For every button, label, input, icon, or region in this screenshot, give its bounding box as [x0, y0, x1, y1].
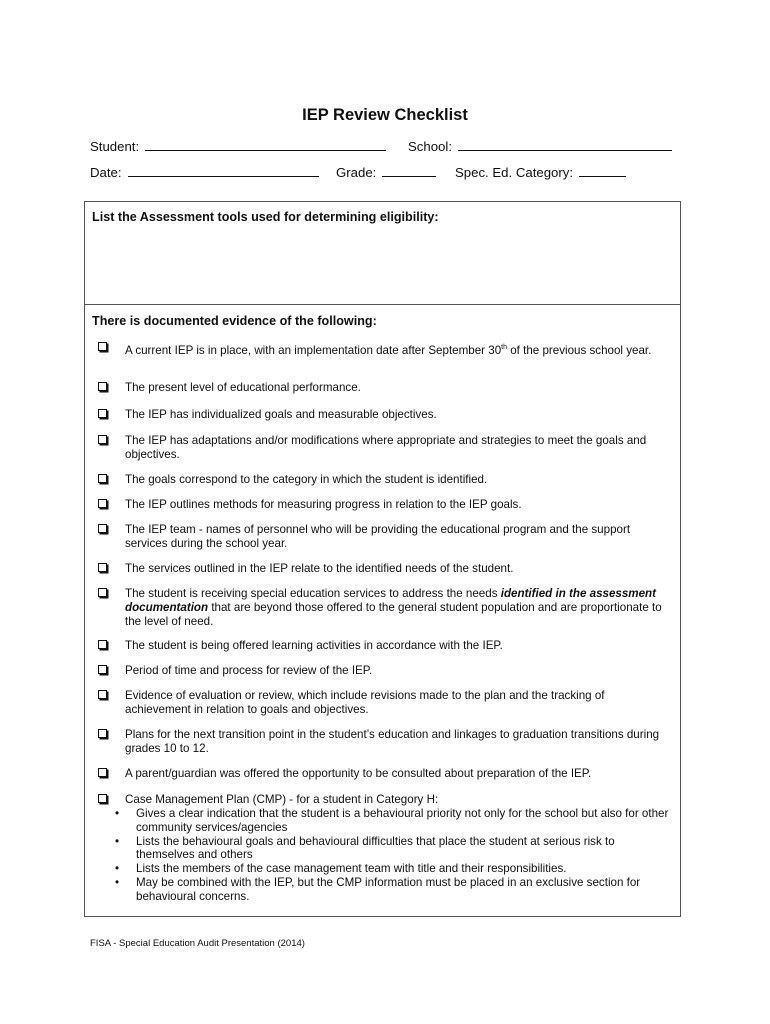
category-line[interactable] — [579, 164, 626, 177]
date-label: Date: — [90, 165, 122, 180]
checkbox[interactable] — [98, 435, 107, 444]
bullet-item: • May be combined with the IEP, but the CMP information must be placed in an exclusive section for behavioural concerns. — [115, 875, 641, 903]
checkbox[interactable] — [98, 640, 107, 649]
checkbox[interactable] — [98, 524, 107, 533]
footer-text: FISA - Special Education Audit Presentation (2014) — [90, 938, 305, 949]
school-line[interactable] — [458, 138, 672, 151]
checkbox[interactable] — [98, 382, 107, 391]
checklist-box: List the Assessment tools used for determining eligibility: There is documented evidence of the following: A current IEP is in place, with an implementation date after September 30th of the previous school year. The present level of educational performance. The IEP has individualized goals and measurable objectives. The IEP has adaptations and/or modifications where appropriate and strategies to meet the goals and objectives. The goals correspond to the category in which the student is identified. The IEP outlines methods for measuring progress in relation to the IEP goals. The IEP team - names of personnel who will be providing the educational program and the support services during the school year. The services outlined in the IEP relate to the identified needs of the student. The student is receiving special education services to address the needs identified in the assessment documentation that are beyond those offered to the general student population and are proportionate to the level of need. The student is being offered learning activities in accordance with the IEP. Period of time and process for review of the IEP. Evidence of evaluation or review, which include revisions made to the plan and the tracking of achievement in relation to goals and objectives. Plans for the next transition point in the student’s education and linkages to graduation transitions during grades 10 to 12. A parent/guardian was offered the opportunity to be consulted about preparation of the IEP. Case Management Plan (CMP) - for a student in Category H: • Gives a clear indication that the student is a behavioural priority not only for the school but also for other community services/agencies • Lists the behavioural goals and behavioural difficulties that place the student at serious risk to themselves and others • Lists the members of the case management team with title and their responsibilities. • May be combined with the IEP, but the CMP information must be placed in an exclusive section for behavioural concerns. — [84, 201, 681, 917]
checkbox[interactable] — [98, 563, 107, 572]
student-label: Student: — [90, 139, 140, 154]
bullet-item: • Gives a clear indication that the student is a behavioural priority not only for the school but also for other community services/agencies — [115, 807, 669, 834]
grade-label: Grade: — [336, 165, 377, 180]
bullet-dot: • — [115, 807, 120, 820]
checkbox[interactable] — [98, 588, 107, 597]
section-divider — [85, 304, 680, 305]
bullet-item: • Lists the members of the case management team with title and their responsibilities. — [115, 862, 567, 876]
page-title: IEP Review Checklist — [302, 106, 468, 124]
checkbox[interactable] — [98, 499, 107, 508]
date-field[interactable] — [90, 164, 319, 180]
checkbox[interactable] — [98, 794, 107, 803]
checkbox[interactable] — [98, 729, 107, 738]
bullet-dot: • — [115, 862, 120, 876]
grade-line[interactable] — [382, 164, 436, 177]
assessment-tools-heading: List the Assessment tools used for determining eligibility: — [92, 210, 439, 224]
category-label: Spec. Ed. Category: — [455, 165, 574, 180]
student-field[interactable] — [90, 138, 386, 154]
cmp-bullet-list — [85, 807, 680, 904]
grade-field[interactable] — [336, 164, 436, 180]
bullet-item: • Lists the behavioural goals and behavioural difficulties that place the student at serious risk to themselves and others — [115, 834, 615, 862]
bullet-dot: • — [115, 875, 120, 889]
evidence-heading: There is documented evidence of the following: — [92, 314, 377, 328]
student-line[interactable] — [145, 138, 386, 151]
checkbox[interactable] — [98, 342, 107, 351]
checkbox[interactable] — [98, 690, 107, 699]
checkbox[interactable] — [98, 665, 107, 674]
bullet-dot: • — [115, 834, 120, 848]
category-field[interactable] — [455, 164, 626, 180]
checkbox[interactable] — [98, 409, 107, 418]
checkbox[interactable] — [98, 768, 107, 777]
checkbox[interactable] — [98, 474, 107, 483]
date-line[interactable] — [128, 164, 319, 177]
school-label: School: — [408, 139, 452, 154]
school-field[interactable] — [408, 138, 672, 154]
